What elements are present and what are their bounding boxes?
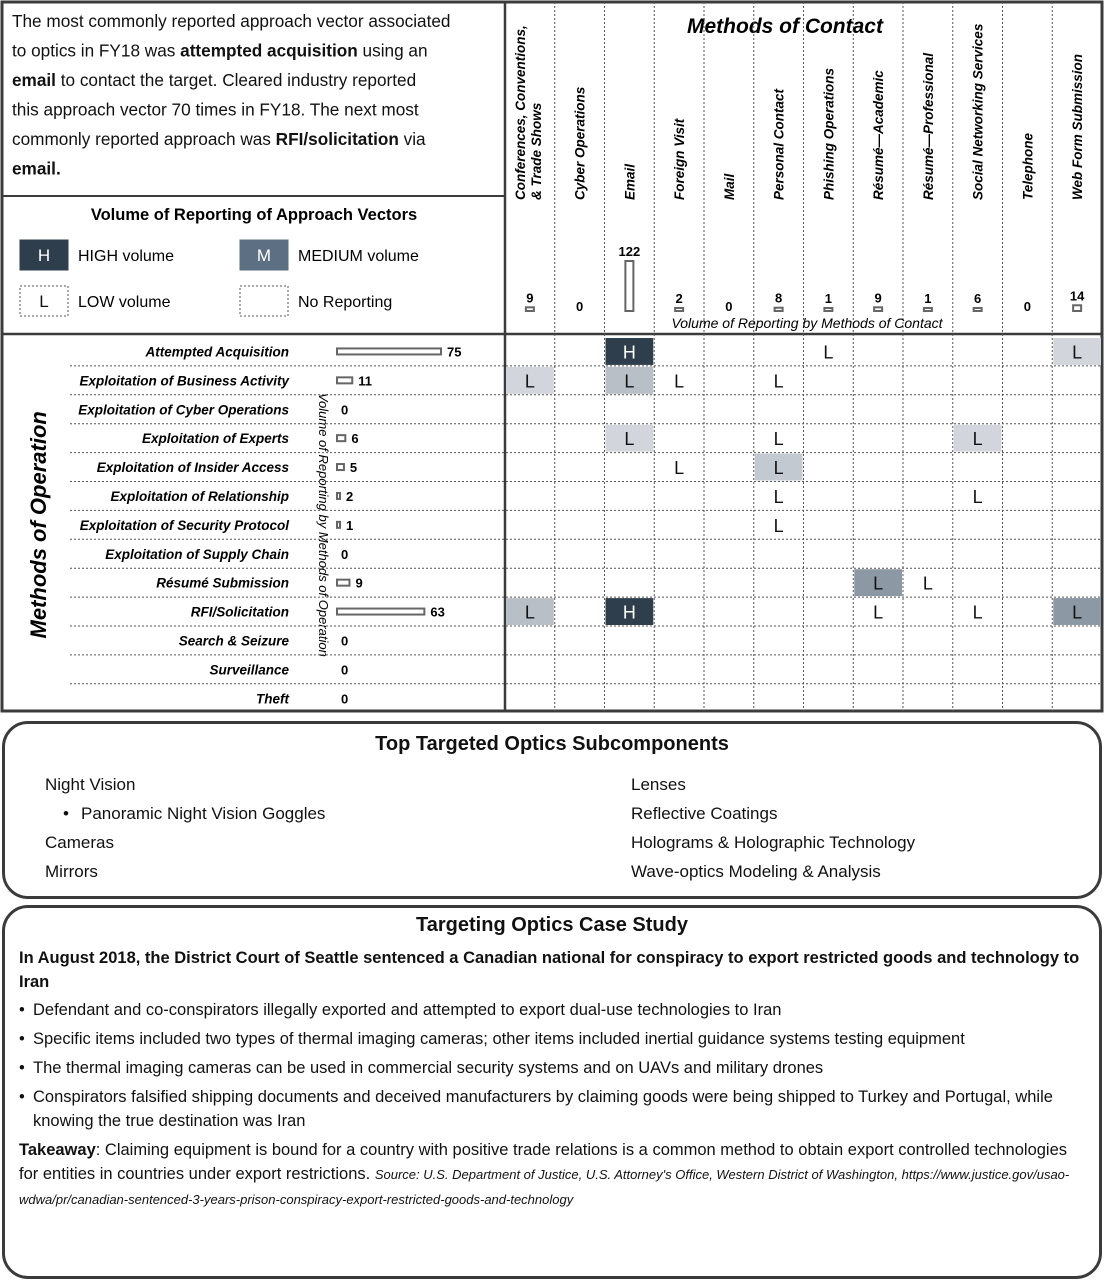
heatmap-cell-value: L [524,602,535,623]
column-header: Phishing Operations [821,67,837,200]
row-total-label: 9 [355,575,363,591]
case-study-bullet: • The thermal imaging cameras can be used in commercial security systems and on UAVs and military drones [19,1056,1081,1080]
case-study-title: Targeting Optics Case Study [416,914,688,936]
intro-segment: email [12,70,56,90]
heatmap-cell-value: L [773,458,784,479]
row-total-bar [337,464,344,470]
column-total-label: 9 [874,290,882,306]
heatmap-cell-value: L [972,486,983,507]
heatmap-cell-value: L [873,602,884,623]
row-total-bar [337,377,352,383]
row-label: Résumé Submission [156,575,289,591]
legend-swatch [240,286,288,316]
subcomponent-right-item: Wave-optics Modeling & Analysis [631,862,881,881]
legend-swatch-key: M [256,246,272,265]
heatmap-cell-value: L [773,515,784,536]
column-header: Personal Contact [771,88,787,200]
column-total-bar [874,307,882,311]
case-study-takeaway [19,1138,1081,1212]
column-total-label: 0 [1023,299,1031,314]
column-total-label: 9 [526,290,534,306]
subcomponent-left-item: • Panoramic Night Vision Goggles [45,799,565,828]
column-total-bar [824,308,832,311]
takeaway-text: : Claiming equipment is bound for a country with positive trade relations is a common method to obtain export controlled technologies for entities in countries under export restrictions. [19,1141,1068,1183]
row-label: Surveillance [209,662,289,678]
column-total-bar [1073,305,1081,311]
legend-label: No Reporting [298,294,393,311]
subcomponents-panel [2,721,1102,899]
heatmap-cell-value: L [972,429,983,450]
row-total-label: 6 [351,431,359,447]
intro-line [12,70,416,90]
heatmap-cell-value: H [622,602,636,623]
heatmap-cell-value: L [674,371,685,392]
column-total-label: 8 [775,290,783,306]
intro-segment: this approach vector 70 times in FY18. The next most [12,99,419,120]
column-header: Web Form Submission [1070,53,1086,200]
intro-segment: using an [357,40,428,61]
heatmap-cell-value: L [773,486,784,507]
row-label: Exploitation of Business Activity [79,373,289,389]
row-label: Attempted Acquisition [145,344,289,360]
column-total-bar [675,308,683,311]
intro-line [12,129,426,149]
case-study-source: Source: U.S. Department of Justice, U.S. Attorney's Office, Western District of Washington, https://www.justice.gov/usao-wdwa/pr/canadian-sentenced-3-years-prison-conspiracy-export-restricted-goods-and-technology [19,1167,1070,1207]
row-total-label: 0 [341,546,349,562]
column-header-line: Conferences, Conventions, [512,25,528,200]
row-label: RFI/Solicitation [190,604,289,620]
row-axis-title: Methods of Operation [26,411,51,639]
column-total-label: 2 [675,291,683,306]
case-study-panel [2,905,1102,1279]
contact-title: Methods of Contact [687,15,883,38]
intro-segment: email. [12,158,61,179]
row-label: Exploitation of Supply Chain [105,546,289,562]
intro-line [12,11,451,31]
heatmap-cell-value: L [922,573,933,594]
row-total-bar [337,435,345,441]
row-total-label: 75 [447,344,462,360]
column-header: Social Networking Services [970,23,986,200]
legend-swatch-key: H [37,246,51,265]
column-total-bar [924,308,932,311]
row-label: Exploitation of Security Protocol [79,517,289,533]
row-label: Exploitation of Insider Access [96,460,289,476]
takeaway-label: Takeaway [19,1141,96,1159]
heatmap-cell-value: L [524,371,535,392]
row-total-label: 2 [346,488,354,504]
intro-segment: commonly reported approach was [12,129,276,149]
heatmap-cell-value: L [624,429,635,450]
row-total-bar [337,522,340,528]
heatmap-cell-value: L [823,342,834,363]
column-header: Email [622,163,638,200]
row-total-label: 0 [341,402,349,418]
row-total-bar [337,348,441,354]
column-total-label: 14 [1069,288,1085,304]
column-total-bar [526,307,534,311]
column-header: Telephone [1020,132,1036,200]
heatmap-cell-value: L [873,573,884,594]
legend-title: Volume of Reporting of Approach Vectors [90,206,418,224]
heatmap-cell-value: L [624,371,635,392]
column-total-label: 122 [618,244,641,259]
legend-label: MEDIUM volume [298,248,419,265]
row-total-label: 11 [358,373,373,389]
subcomponents-left-list [45,770,565,886]
intro-segment: via [398,129,426,149]
column-header: Résumé—Professional [920,52,936,200]
intro-segment: to contact the target. Cleared industry reported [55,70,417,90]
column-header-line: & Trade Shows [528,102,544,200]
heatmap-cell-value: L [972,602,983,623]
heatmap-cell-value: L [773,429,784,450]
intro-segment: The most commonly reported approach vector associated [12,11,451,31]
subcomponents-title: Top Targeted Optics Subcomponents [375,733,729,755]
row-total-label: 5 [349,460,358,476]
column-header: Résumé—Academic [871,70,887,200]
row-total-label: 63 [430,604,445,620]
subcomponent-right-item: Lenses [631,775,686,794]
legend-label: HIGH volume [78,248,175,265]
intro-segment: to optics in FY18 was [12,40,181,61]
row-label: Theft [256,691,289,707]
subcomponent-left-item: Night Vision [45,775,136,794]
case-study-bullet: • Specific items included two types of thermal imaging cameras; other items included inertial guidance systems testing equipment [19,1027,1081,1051]
subcomponents-right-list [631,770,1091,886]
subcomponent-right-item: Holograms & Holographic Technology [631,833,916,852]
intro-line [12,159,61,179]
case-study-lead: In August 2018, the District Court of Seattle sentenced a Canadian national for conspiracy to export restricted goods and technology to Iran [19,949,1080,991]
legend-label: LOW volume [78,294,171,311]
heatmap-cell-value: H [622,342,636,363]
column-total-label: 6 [974,291,982,306]
heatmap-cell-value: L [1072,602,1083,623]
contact-volume-label: Volume of Reporting by Methods of Contact [671,315,943,331]
heatmap-cell-value: L [674,458,685,479]
heatmap-cell-value: L [1072,342,1083,363]
column-total-bar [625,261,633,311]
row-total-bar [337,493,340,499]
row-total-label: 0 [341,662,349,678]
row-label: Exploitation of Experts [141,431,289,447]
row-label: Search & Seizure [178,633,289,649]
row-total-label: 0 [341,691,349,707]
legend-swatch-key: L [39,292,49,311]
heatmap-cell-value: L [773,371,784,392]
row-total-label: 1 [346,517,354,533]
case-study-bullet: • Conspirators falsified shipping documents and deceived manufacturers by claiming goods were being shipped to Turkey and Portugal, while knowing the true destination was Iran [19,1085,1081,1133]
row-label: Exploitation of Cyber Operations [78,402,289,418]
subcomponent-left-item: Mirrors [45,862,98,881]
column-header: Cyber Operations [572,86,588,200]
subcomponent-left-item: Cameras [45,833,114,852]
column-header: Mail [721,173,737,200]
column-total-label: 1 [824,291,832,306]
intro-segment: RFI/solicitation [275,129,399,149]
row-total-label: 0 [341,633,349,649]
column-total-label: 0 [725,299,733,314]
column-total-label: 0 [576,299,584,314]
intro-line [12,100,419,120]
row-total-bar [337,580,349,586]
case-study-bullet: • Defendant and co-conspirators illegally exported and attempted to export dual-use technologies to Iran [19,998,1081,1022]
intro-line [12,41,428,61]
row-label: Exploitation of Relationship [110,488,289,504]
column-header: Foreign Visit [672,118,688,200]
subcomponent-right-item: Reflective Coatings [631,804,778,823]
column-total-label: 1 [924,291,932,306]
row-total-bar [337,609,424,615]
column-total-bar [974,308,982,311]
column-total-bar [775,308,783,311]
operation-volume-label: Volume of Reporting by Methods of Operation [316,392,331,657]
case-study-bullets [19,998,1081,1133]
intro-segment: attempted acquisition [180,40,358,61]
